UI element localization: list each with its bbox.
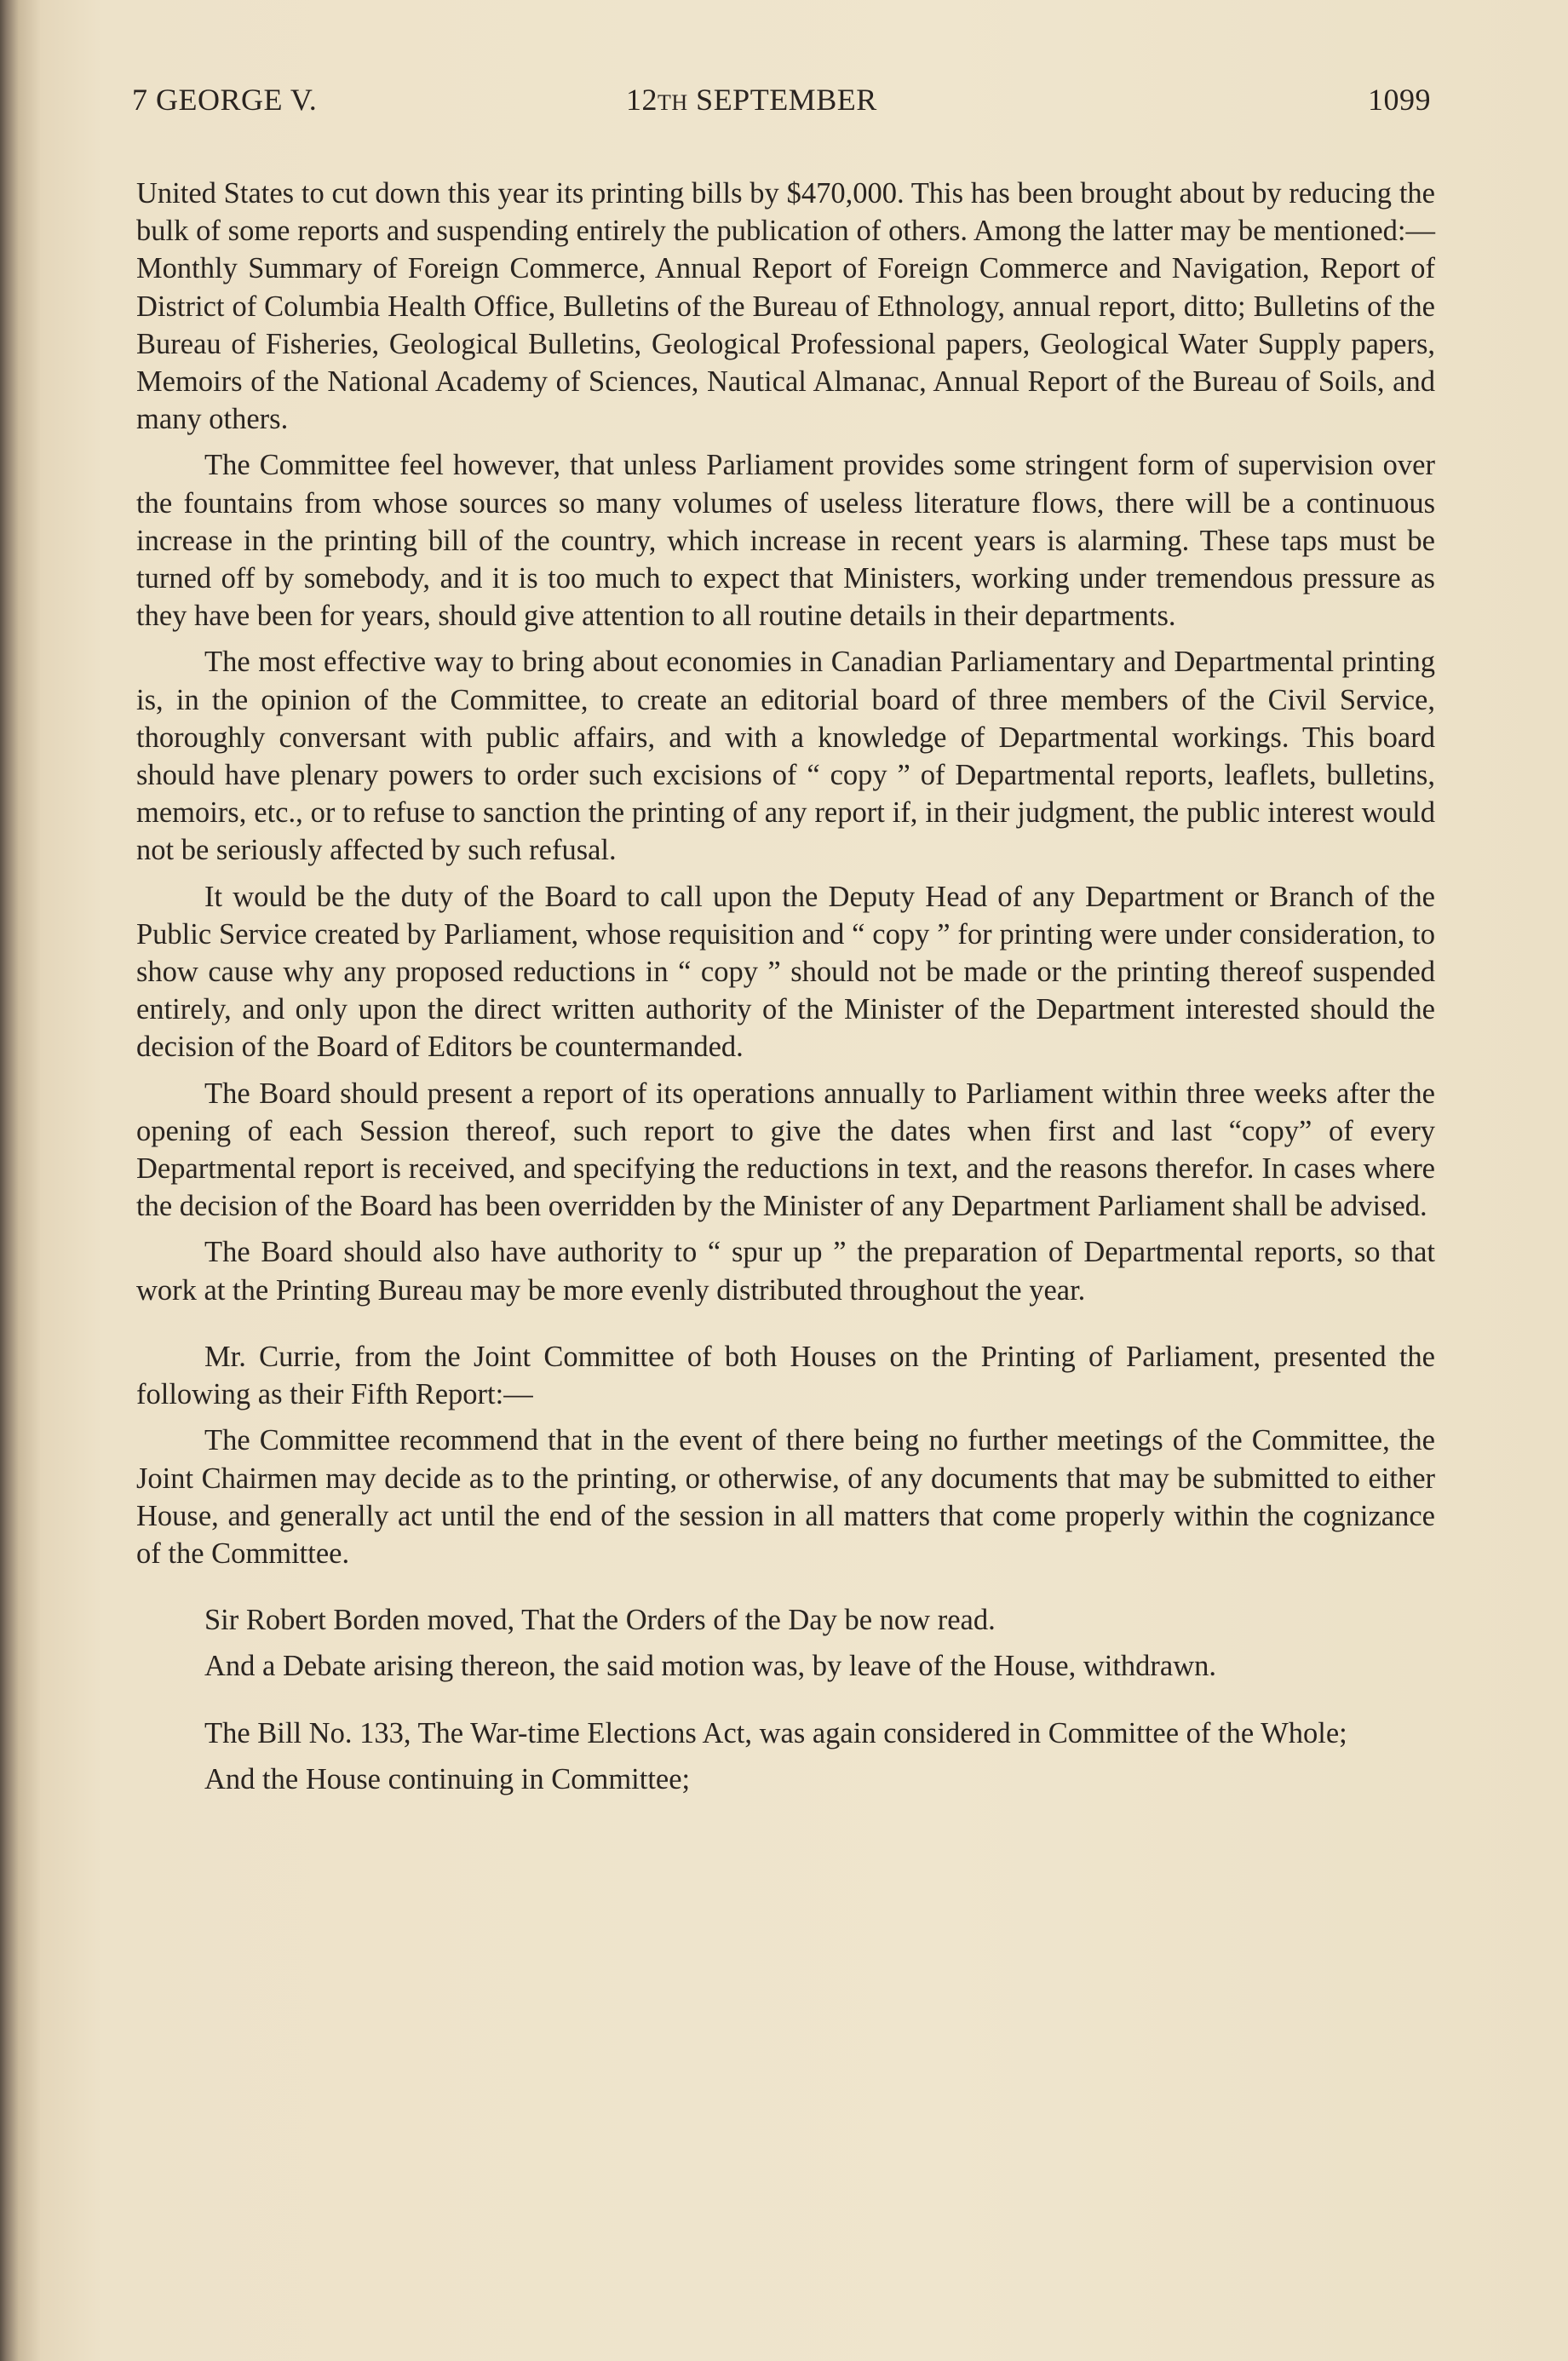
paragraph-motion: Sir Robert Borden moved, That the Orders of the Day be now read. — [204, 1604, 996, 1637]
header-regnal-year: 7 GEORGE V. — [132, 83, 318, 117]
paragraph: The Committee feel however, that unless Parliament provides some stringent form of supervision over the fountains from whose sources so many volumes of useless literature flows, there will be a continuous increase in the printing bill of the country, which increase in recent years is alarming. These taps must be turned off by somebody, and it is too much to expect that Ministers, working under tremendous pressure as they have been for years, should give attention to all routine details in their departments. — [136, 449, 1435, 633]
paragraph: The Board should also have authority to “ spur up ” the preparation of Departmental reports, so that work at the Printing Bureau may be more evenly distributed throughout the year. — [136, 1236, 1435, 1307]
paragraph: It would be the duty of the Board to call upon the Deputy Head of any Department or Branch of the Public Service created by Parliament, whose requisition and “ copy ” for printing were under consideration, to show cause why any proposed reductions in “ copy ” should not be made or the printing thereof suspended entirely, and only upon the direct written authority of the Minister of the Department interested should the decision of the Board of Editors be countermanded. — [136, 880, 1435, 1064]
paragraph-fifth-report-intro: Mr. Currie, from the Joint Committee of both Houses on the Printing of Parliament, presented the following as their Fifth Report:— — [136, 1340, 1435, 1411]
paragraph-fifth-report: The Committee recommend that in the event of there being no further meetings of the Committee, the Joint Chairmen may decide as to the printing, or otherwise, of any documents that may be submitted to either House, and generally act until the end of the session in all matters that come properly within the cognizance of the Committee. — [136, 1424, 1435, 1570]
paragraph-committee: And the House continuing in Committee; — [204, 1762, 691, 1795]
page-number: 1099 — [1368, 83, 1431, 117]
header-date-day: 12 — [626, 83, 658, 117]
paragraph-debate: And a Debate arising thereon, the said motion was, by leave of the House, withdrawn. — [204, 1650, 1217, 1683]
paragraph-bill: The Bill No. 133, The War-time Elections Act, was again considered in Committee of the Whole; — [204, 1716, 1347, 1749]
paragraph-continued: United States to cut down this year its printing bills by $470,000. This has been brought about by reducing the bulk of some reports and suspending entirely the publication of others. Among the latter may be mentioned:—Monthly Summary of Foreign Commerce, Annual Report of Foreign Commerce and Navigation, Report of District of Columbia Health Office, Bulletins of the Bureau of Ethnology, annual report, ditto; Bulletins of the Bureau of Fisheries, Geological Bulletins, Geological Professional papers, Geological Water Supply papers, Memoirs of the National Academy of Sciences, Nautical Almanac, Annual Report of the Bureau of Soils, and many others. — [136, 177, 1435, 436]
body-text — [136, 175, 1435, 1798]
paragraph: The Board should present a report of its operations annually to Parliament within three weeks after the opening of each Session thereof, such report to give the dates when first and last “copy” of every Departmental report is received, and specifying the reductions in text, and the reasons therefor. In cases where the decision of the Board has been overridden by the Minister of any Department Parliament shall be advised. — [136, 1077, 1435, 1223]
header-date-month: SEPTEMBER — [687, 83, 877, 117]
header-date-suffix: TH — [658, 90, 688, 115]
header-date — [626, 82, 877, 118]
paragraph: The most effective way to bring about economies in Canadian Parliamentary and Departmental printing is, in the opinion of the Committee, to create an editorial board of three members of the Civil Service, thoroughly conversant with public affairs, and with a knowledge of Departmental workings. This board should have plenary powers to order such excisions of “ copy ” of Departmental reports, leaflets, bulletins, memoirs, etc., or to refuse to sanction the printing of any report if, in their judgment, the public interest would not be seriously affected by such refusal. — [136, 646, 1435, 867]
page-header — [132, 82, 1431, 129]
